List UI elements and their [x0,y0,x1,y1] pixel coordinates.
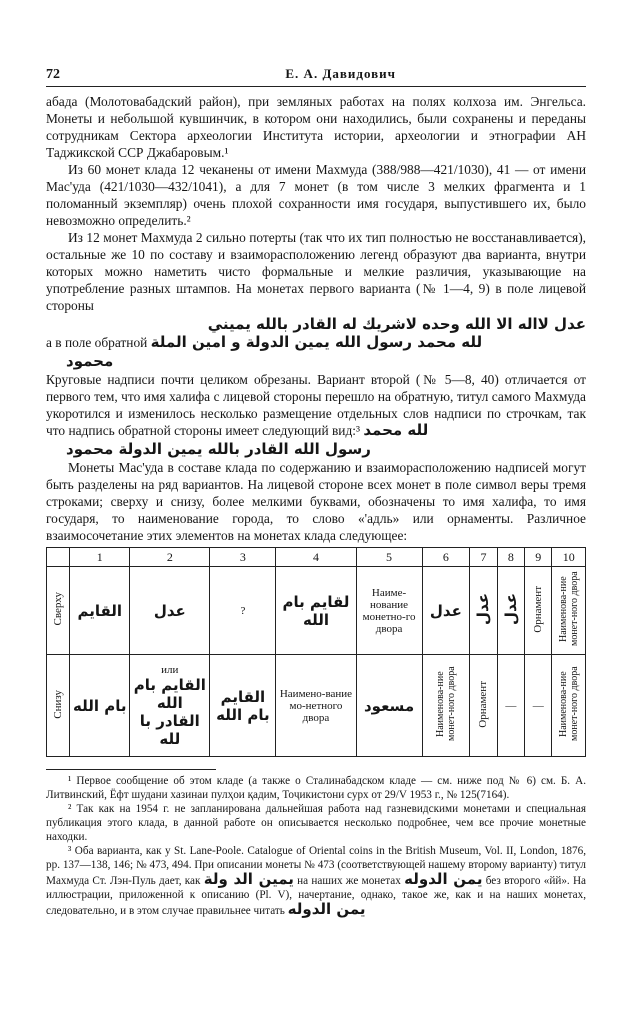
bottom-cell-4 [276,655,356,757]
paragraph-3-line-c [46,371,586,439]
footnote-3-arabic-2: يمن الدوله [404,870,483,888]
page [46,66,586,918]
table-header-row [47,548,586,567]
top-cell-3-text: ? [240,604,246,617]
col-5-header: 5 [356,548,422,567]
bottom-cell-9-text: — [532,699,544,712]
bottom-cell-3 [210,655,276,757]
arabic-legend-variant2-b: رسول الله القادر بالله يمين الدولة محمود [66,440,371,458]
col-7-header: 7 [470,548,497,567]
top-cell-10-text: Наименова-ние монет-ного двора [557,571,580,647]
footnote-divider [46,769,216,770]
footnote-3-text-b: на наших же монетах [297,875,401,887]
paragraph-3-text-b: а в поле обратной [46,335,148,350]
top-cell-2-text: عدل [153,601,186,620]
col-10-header: 10 [552,548,586,567]
bottom-cell-8 [497,655,524,757]
running-head: Е. А. Давидович [285,66,396,81]
footnote-3-arabic-3: يمن الدوله [287,900,366,918]
top-cell-3 [210,567,276,655]
bottom-cell-10-text: Наименова-ние монет-ного двора [557,666,580,742]
col-8-header: 8 [497,548,524,567]
top-cell-4-text: لقايم بام الله [282,592,350,629]
table-row-bottom [47,655,586,757]
paragraph-1: абада (Молотовабадский район), при земляных работах на полях колхоза им. Энгельса. Монеты и небольшой кувшинчик, в котором они находились, были сохранены и переданы сотрудникам Сектора археологии Института истории, археологии и этнографии АН Таджикской ССР Джабаровым.¹ [46,94,586,160]
bottom-cell-7-text: Орнамент [477,680,490,728]
footnote-2: ² Так как на 1954 г. не запланирована дальнейшая работа над газневидскими монетами и специальная публикация этого клада, в данной работе он описывается несколько подробнее, чем все прочие монетные находки. [46,803,586,843]
footnote-3-arabic-1: يمين الد ولة [203,870,294,888]
top-cell-8-text: عدل [501,593,520,625]
paragraph-3-line-b [46,334,586,351]
top-cell-8 [497,567,524,655]
bottom-cell-6-text: Наименова-ние монет-ного двора [434,666,457,742]
bottom-cell-2-text: القايم بام الله [133,675,206,712]
arabic-legend-obverse: عدل لااله الا الله وحده لاشريك له القادر بالله يميني [207,315,586,333]
paragraph-2: Из 60 монет клада 12 чеканены от имени Махмуда (388/988—421/1030), 41 — от имени Мас'уда (421/1030—432/1041), а для 7 монет (в том числе 3 мелких фрагмента и 1 поломанный экземпляр) очень плохой сохранности имя государя, выпустившего их, было невозможно определить.² [46,162,586,228]
bottom-cell-7 [470,655,497,757]
top-cell-9-text: Орнамент [532,585,545,633]
top-cell-5-text: Наиме-нование монетно-го двора [362,586,416,635]
page-number: 72 [46,67,60,82]
bottom-cell-4-text: Наимено-вание мо-нетного двора [279,687,353,724]
top-cell-9 [525,567,552,655]
col-3-header: 3 [210,548,276,567]
paragraph-4: Монеты Мас'уда в составе клада по содержанию и взаиморасположению надписей могут быть разделены на ряд вариантов. На лицевой стороне всех монет в поле символ веры тремя строками; сверху и снизу, более мелкими буквами, обозначены то имя халифа, то имя государя, то наименование города, то слово «'адль» или орнаменты. Различное взаимосочетание этих элементов на монетах клада следующее: [46,460,586,543]
paragraph-3-text-c: Круговые надписи почти целиком обрезаны. Вариант второй (№ 5—8, 40) отличается от первого тем, что имя халифа с лицевой стороны перешло на обратную, титул самого Махмуда укоротился и изменилось несколько размещение отдельных слов надписи по строчкам, так что надпись обратной стороны имеет следующий вид:³ [46,372,586,438]
page-header [46,66,586,87]
bottom-cell-1 [70,655,130,757]
bottom-cell-6 [422,655,470,757]
arabic-legend-mahmud: محمود [66,352,114,370]
row-label-bottom [47,655,70,757]
table-corner [47,548,70,567]
top-cell-10 [552,567,586,655]
top-cell-1 [70,567,130,655]
col-4-header: 4 [276,548,356,567]
bottom-cell-2 [130,655,210,757]
arabic-legend-reverse: لله محمد رسول الله يمين الدولة و امين الملة [150,333,483,351]
bottom-cell-10 [552,655,586,757]
col-1-header: 1 [70,548,130,567]
variants-table [46,547,586,757]
bottom-cell-2-text-b: القادر با لله [139,711,200,748]
top-cell-7 [470,567,497,655]
footnote-1: ¹ Первое сообщение об этом кладе (а также о Сталинабадском кладе — см. ниже под № 6) см. Б. А. Литвинский, Ёфт шудани хазинаи пулҳои қадим, Тоҷикистони сурх от 29/V 1953 г., № 125(7164). [46,775,586,801]
col-9-header: 9 [525,548,552,567]
row-label-top [47,567,70,655]
top-cell-7-text: عدل [474,593,493,625]
top-cell-4 [276,567,356,655]
bottom-cell-5-text: مسعود [363,696,415,715]
bottom-cell-8-text: — [505,699,517,712]
col-6-header: 6 [422,548,470,567]
table-row-top [47,567,586,655]
footnote-3-text-a: ³ Оба варианта, как у St. Lane-Poole. Catalogue of Oriental coins in the British Museum, Vol. II, London, 1876, pp. 137—138, 146; № 473, 494. При описании монеты № 473 (соответствующей нашему второму варианту) титул Махмуда Ст. Лэн-Пуль дает, как [46,845,586,887]
top-cell-6 [422,567,470,655]
col-2-header: 2 [130,548,210,567]
arabic-legend-variant2-a: لله محمد [363,421,429,439]
bottom-cell-1-text: بام الله [73,696,127,715]
row-label-top-text: Сверху [52,592,65,626]
bottom-cell-3-text: القايم بام الله [216,687,270,724]
footnote-3 [46,844,586,918]
top-cell-1-text: القايم [77,601,123,620]
row-label-bottom-text: Снизу [52,689,65,719]
paragraph-3-text-a: Из 12 монет Махмуда 2 сильно потерты (так что их тип полностью не восстанавливается), остальные же 10 по составу и взаиморасположению легенд образуют два варианта, внутри которых можно наметить чисто формальные и мелкие различия, указывающие на употребление разных штампов. На монетах первого варианта (№ 1—4, 9) в поле лицевой стороны [46,230,586,313]
footnotes [46,774,586,918]
top-cell-2 [130,567,210,655]
footnote-3-text-c: без второго «йй». На иллюстрации, приложенной к описанию (Pl. V), начертание, однако, такое же, как и на наших монетах, следовательно, и в этом случае правильнее читать [46,875,587,917]
paragraph-3 [46,229,586,314]
top-cell-6-text: عدل [429,601,462,620]
bottom-cell-5 [356,655,422,757]
top-cell-5 [356,567,422,655]
bottom-cell-2-prefix: или [161,663,179,676]
bottom-cell-9 [525,655,552,757]
